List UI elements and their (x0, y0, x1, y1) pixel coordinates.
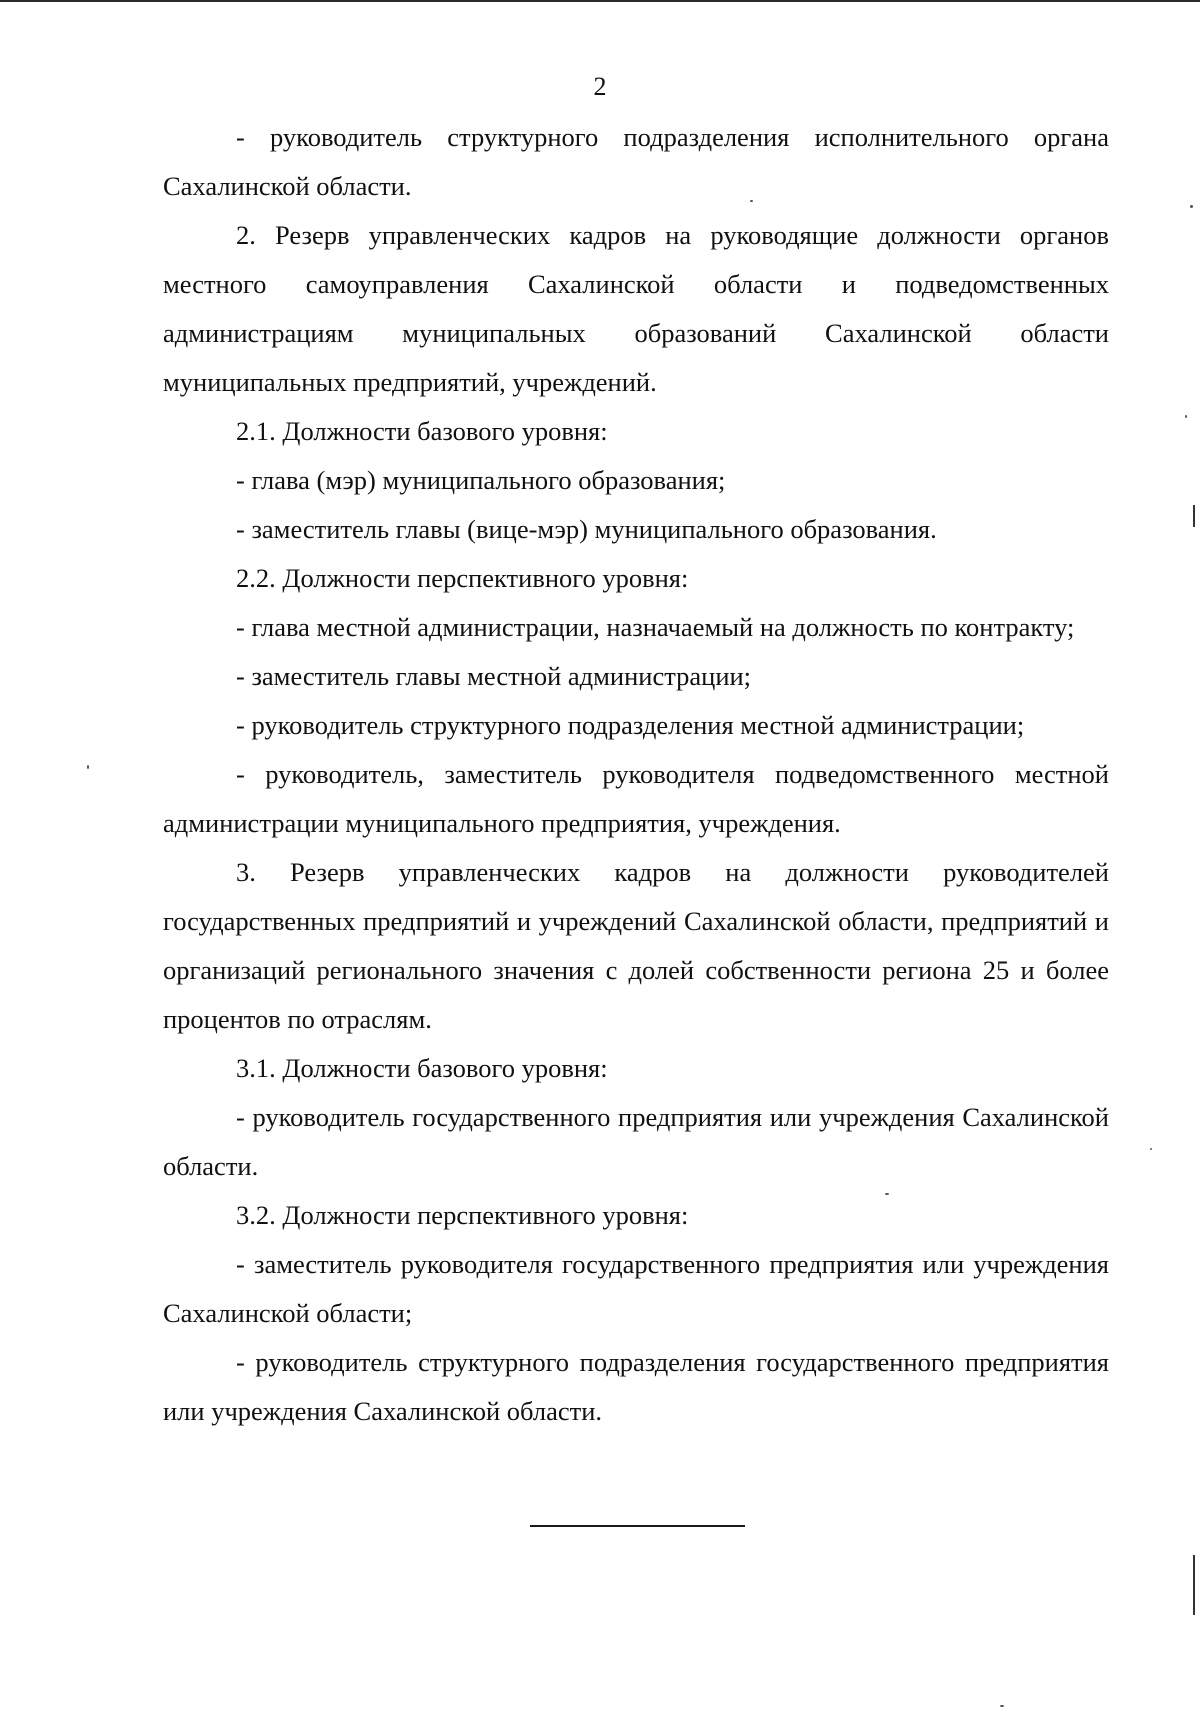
closing-separator-line (530, 1525, 745, 1527)
list-item-head-local-admin: - глава местной администрации, назначаемый на должность по контракту; (236, 612, 1075, 642)
section-3-heading: 3. Резерв управленческих кадров на должности руководителей государственных предприятий и учреждений Сахалинской области, предприятий и организаций регионального значения с долей собственности региона 25 и более процентов по отраслям. (163, 857, 1109, 1034)
scan-speck (87, 765, 89, 769)
scan-edge-mark (1193, 505, 1195, 527)
list-item-vice-mayor: - заместитель главы (вице-мэр) муниципального образования. (236, 514, 937, 544)
document-body (163, 113, 1109, 1436)
scan-speck (1000, 1705, 1004, 1707)
list-item-mayor: - глава (мэр) муниципального образования; (236, 465, 726, 495)
scan-speck (750, 200, 753, 202)
scan-speck (1185, 415, 1187, 418)
list-item-deputy-head-local-admin: - заместитель главы местной администрации; (236, 661, 752, 691)
scan-speck (885, 1193, 889, 1195)
scan-speck (1150, 1148, 1152, 1150)
section-3-1-heading: 3.1. Должности базового уровня: (236, 1053, 608, 1083)
list-item-state-enterprise-unit-head: - руководитель структурного подразделения государственного предприятия или учреждения Сахалинской области. (163, 1347, 1109, 1426)
top-border-line (0, 0, 1200, 2)
scan-edge-mark (1193, 1555, 1195, 1615)
list-item-unit-head-local-admin: - руководитель структурного подразделения местной администрации; (236, 710, 1025, 740)
section-2-1-heading: 2.1. Должности базового уровня: (236, 416, 608, 446)
section-2-2-heading: 2.2. Должности перспективного уровня: (236, 563, 689, 593)
list-item-municipal-enterprise-head: - руководитель, заместитель руководителя подведомственного местной администрации муниципального предприятия, учреждения. (163, 759, 1109, 838)
list-item-state-enterprise-head: - руководитель государственного предприятия или учреждения Сахалинской области. (163, 1102, 1109, 1181)
list-item-state-enterprise-deputy: - заместитель руководителя государственного предприятия или учреждения Сахалинской области; (163, 1249, 1109, 1328)
page-number: 2 (593, 72, 607, 101)
paragraph-1-3: - руководитель структурного подразделения исполнительного органа Сахалинской области. (163, 122, 1109, 201)
scan-speck (1190, 205, 1193, 208)
section-2-heading: 2. Резерв управленческих кадров на руководящие должности органов местного самоуправления Сахалинской области и подведомственных администрациям муниципальных образований Сахалинской области муниципальных предприятий, учреждений. (163, 220, 1109, 397)
section-3-2-heading: 3.2. Должности перспективного уровня: (236, 1200, 689, 1230)
